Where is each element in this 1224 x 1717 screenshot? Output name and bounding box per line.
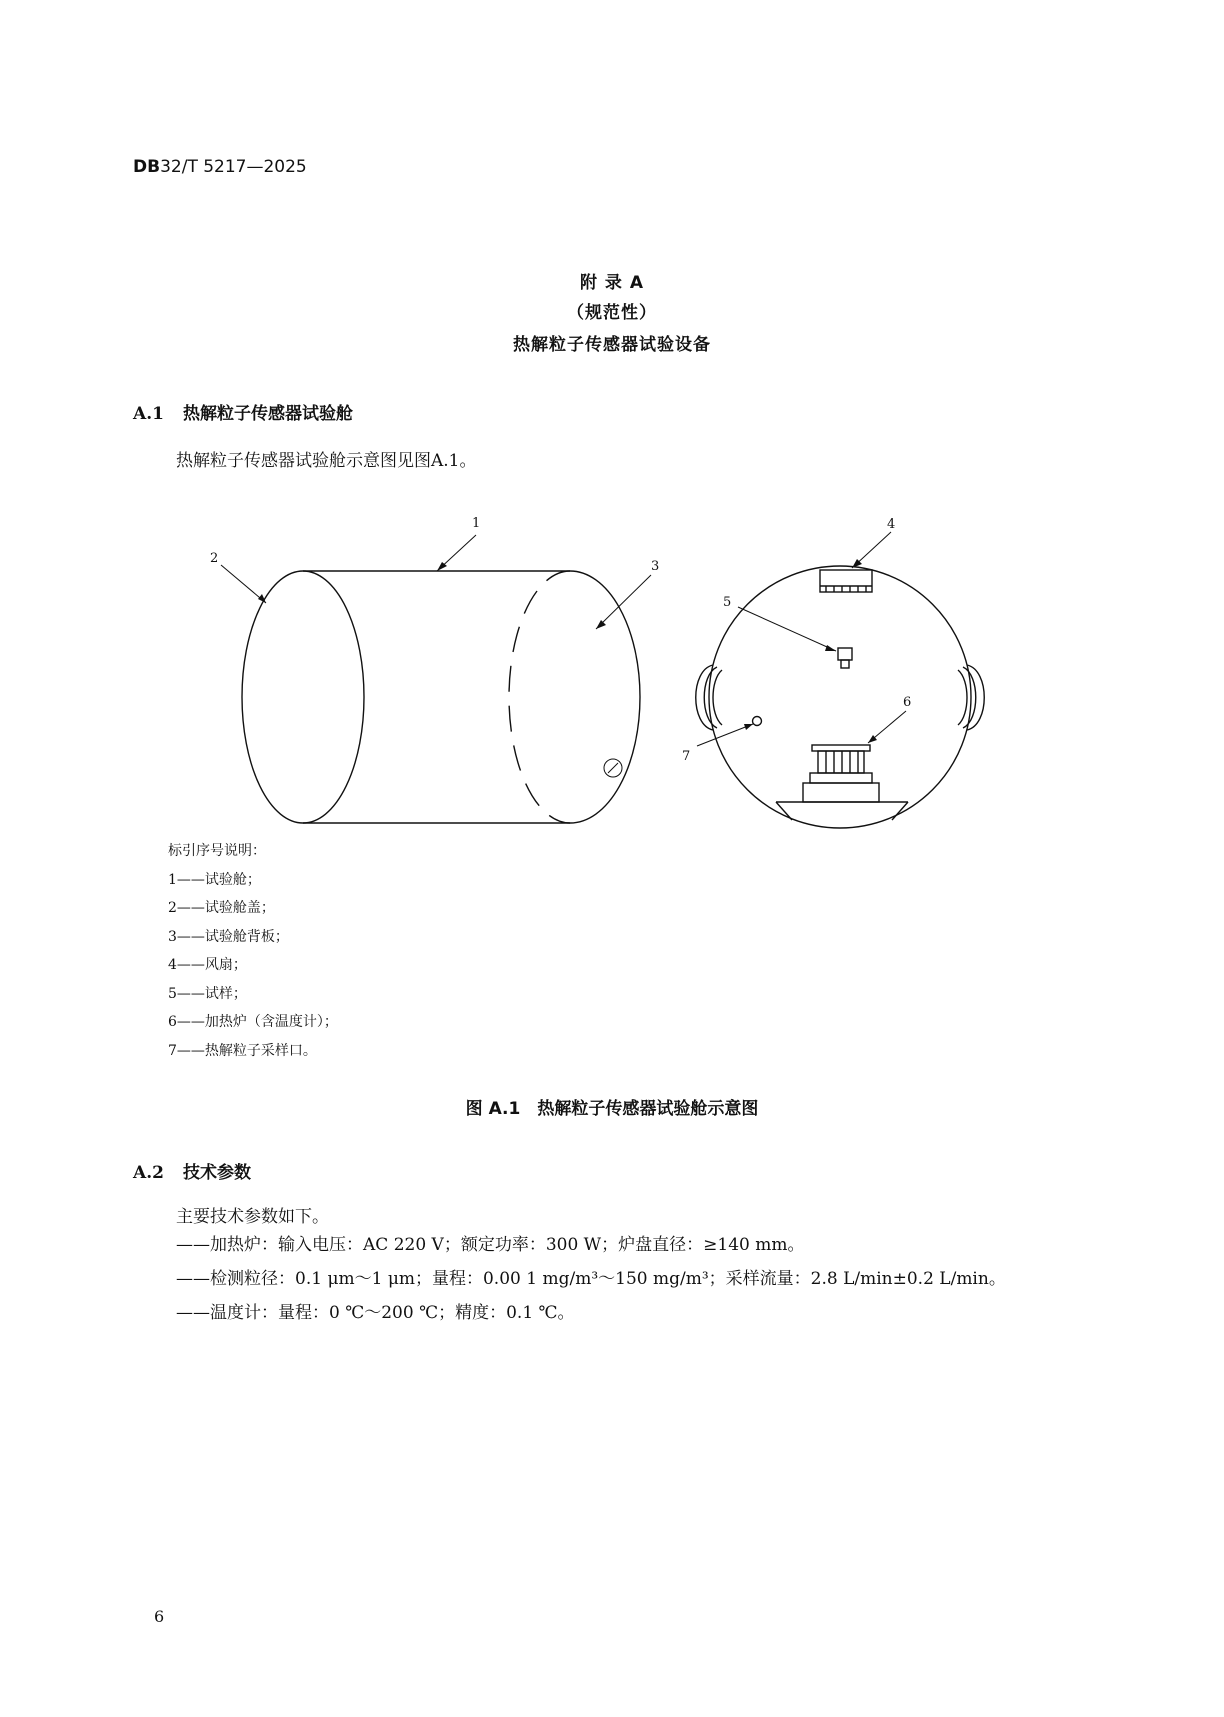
callout-2: 2 [210,551,219,566]
furnace-base [803,783,879,802]
callout-1: 1 [472,516,481,531]
standard-code: 32/T 5217—2025 [160,157,307,177]
callout-4: 4 [887,517,896,532]
parameter-item: ——检测粒径：0.1 μm～1 μm；量程：0.00 1 mg/m³～150 mg/m³；采样流量：2.8 L/min±0.2 L/min。 [176,1269,1006,1289]
sample-block [838,648,852,660]
figure-caption: 图 A.1 热解粒子传感器试验舱示意图 [465,1099,759,1119]
parameter-item: ——温度计：量程：0 ℃～200 ℃；精度：0.1 ℃。 [176,1303,575,1323]
parameter-list [176,1228,1006,1330]
callout-3: 3 [651,559,660,574]
chamber-back-arc [570,571,640,823]
section-a2-intro: 主要技术参数如下。 [176,1207,329,1227]
chamber-back-hidden-arc [509,571,570,823]
section-a1-title: 热解粒子传感器试验舱 [183,404,353,424]
fan-box [820,570,872,592]
section-a2-title: 技术参数 [183,1163,251,1183]
legend-item: 7——热解粒子采样口。 [168,1042,317,1059]
callout-5: 5 [723,595,732,610]
callout-7: 7 [682,749,691,764]
appendix-title: 附 录 A [580,273,644,293]
parameter-item: ——加热炉：输入电压：AC 220 V；额定功率：300 W；炉盘直径：≥140 mm。 [176,1235,805,1255]
section-a2-number: A.2 [133,1163,164,1183]
legend-item: 2——试验舱盖； [168,900,275,916]
sampling-port [753,717,762,726]
appendix-type: （规范性） [567,303,657,323]
chamber-front-circle [709,566,971,828]
legend-item: 4——风扇； [168,957,247,973]
test-chamber-diagram [0,500,1224,840]
figure-legend [168,837,338,1065]
legend-title: 标引序号说明： [168,843,266,859]
page-number: 6 [154,1607,165,1626]
chamber-lid-ellipse [242,571,364,823]
standard-number [133,157,307,177]
section-a1-intro: 热解粒子传感器试验舱示意图见图A.1。 [176,451,477,471]
legend-item: 5——试样； [168,985,247,1002]
section-a1-heading [133,399,353,424]
legend-item: 3——试验舱背板； [168,928,289,945]
legend-item: 1——试验舱； [168,871,261,888]
callout-6: 6 [903,695,912,710]
section-a2-heading [133,1158,251,1183]
legend-item: 6——加热炉（含温度计）； [168,1014,338,1030]
standard-prefix: DB [133,157,161,177]
appendix-name: 热解粒子传感器试验设备 [513,335,711,355]
section-a1-number: A.1 [133,404,164,424]
furnace-top [812,745,870,751]
